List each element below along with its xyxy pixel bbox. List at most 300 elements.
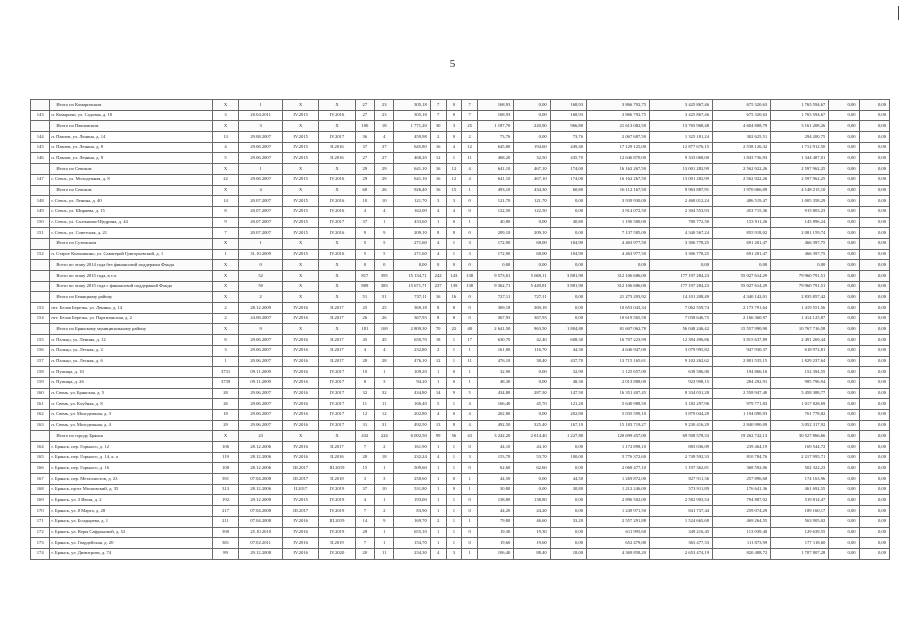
table-cell: 434,80 [478,388,514,399]
table-cell: 1 [375,463,394,474]
table-cell: 2 [430,345,446,356]
table-cell: IV.2016 [282,409,318,420]
table-cell: 45 [355,335,374,346]
table-cell: 138,80 [514,495,550,506]
table-cell: 1 [239,238,283,249]
table-cell: 476,10 [394,356,430,367]
table-cell: 89 [212,548,239,559]
table-cell: 44,30 [550,345,586,356]
table-cell: 486 519,47 [713,196,771,207]
table-cell: 209,10 [394,228,430,239]
table-cell: 174 163,96 [771,474,829,485]
table-cell: 0,00 [829,420,859,431]
table-cell: 104,90 [550,238,586,249]
table-cell: 435,70 [550,153,586,164]
row-number-cell: 174 [31,548,50,559]
table-cell: 68,00 [514,249,550,260]
table-cell: 116,70 [514,345,550,356]
table-cell: 302 625,51 [713,132,771,143]
table-cell: 1 [375,527,394,538]
table-cell: 25 [462,121,478,132]
table-cell: IV.2015 [282,153,318,164]
address-cell: г. Брянск, ул. Димитрова, д. 74 [50,548,212,559]
table-cell: 3 242,20 [478,431,514,442]
table-cell: 29.06.2007 [239,174,283,185]
page-number: 5 [449,58,456,70]
table-cell: 0,00 [829,452,859,463]
table-cell: 1 269 872,00 [587,474,650,485]
table-cell: IV.2019 [319,495,355,506]
table-cell: III.2017 [282,474,318,485]
table-cell: IV.2015 [282,249,318,260]
table-cell: IV.2017 [319,217,355,228]
table-cell: IV.2015 [282,196,318,207]
table-cell: IV.2016 [282,527,318,538]
table-cell: IV.2016 [282,516,318,527]
table-cell: 167,10 [550,420,586,431]
table-cell: 12 [355,409,374,420]
table-cell: 923 998,15 [650,377,713,388]
table-cell: 0,00 [859,548,889,559]
table-cell: 79 960 791,51 [771,281,829,292]
table-cell: 4 [355,206,374,217]
table-cell: 29 [212,420,239,431]
table-row [31,345,890,356]
table-cell: 0,00 [829,506,859,517]
table-cell: 122,50 [514,206,550,217]
table-cell: IV.2019 [319,527,355,538]
table-cell: 25 [355,303,374,314]
table-cell: 1 [446,153,462,164]
table-cell: 14 [430,388,446,399]
table-cell: X [319,281,355,292]
table-cell: 8 [430,303,446,314]
table-cell: 0,00 [829,399,859,410]
table-cell: 2 801 535,15 [713,356,771,367]
table-cell: X [212,260,239,271]
table-cell: 0 [430,260,446,271]
table-cell: 0,00 [859,335,889,346]
table-cell: 0,00 [859,153,889,164]
table-cell: 0,00 [650,260,713,271]
table-cell: 27 [355,110,374,121]
table-cell: 611 995,60 [587,527,650,538]
table-cell: 28 [355,527,374,538]
table-cell: 9 [212,217,239,228]
table-cell: 15 [446,185,462,196]
table-cell: 36 [355,132,374,143]
table-cell: 3 425 867,46 [650,110,713,121]
table-cell: 3 [239,121,283,132]
table-cell: 4 [462,420,478,431]
table-cell: 172,90 [478,238,514,249]
address-cell: г. Брянск, ул. Гвардейская, д. 20 [50,538,212,549]
table-cell: 0 [462,463,478,474]
table-cell: 0,00 [859,452,889,463]
table-cell: 1 [375,538,394,549]
table-cell: 19,60 [514,538,550,549]
table-cell: 23 [375,110,394,121]
table-cell: IV.2016 [319,110,355,121]
table-cell: 0,00 [859,260,889,271]
table-cell: 0,00 [514,132,550,143]
table-cell: 1 017 828,69 [771,399,829,410]
table-cell: 0 [462,228,478,239]
table-cell: 13 715 165,61 [587,356,650,367]
table-cell: IV.2016 [282,367,318,378]
table-cell: 14 101 208,49 [650,292,713,303]
table-cell: 145 896,24 [771,217,829,228]
row-number-cell: 151 [31,228,50,239]
table-cell: 18 [375,121,394,132]
table-cell: X [282,185,318,196]
table-cell: 0,00 [829,292,859,303]
table-cell: 28 [355,356,374,367]
table-cell: X [319,121,355,132]
table-cell: 83,90 [394,506,430,517]
table-cell: 07.04.2008 [239,474,283,485]
table-cell: 4 463 977,50 [587,238,650,249]
table-cell: 44,10 [514,442,550,453]
table-cell: IV.2019 [319,484,355,495]
table-row [31,313,890,324]
table-cell: 70 [430,324,446,335]
table-cell: 52 [239,271,283,282]
table-cell: 1 [446,516,462,527]
table-cell: II.2017 [319,313,355,324]
table-cell: 0 [462,292,478,303]
table-cell: 31 [355,420,374,431]
table-cell: 16 [430,164,446,175]
table-cell: 0,00 [859,271,889,282]
table-cell: 0,00 [859,377,889,388]
table-cell: 0,00 [859,388,889,399]
table-cell: II.2017 [319,303,355,314]
table-cell: 19,30 [478,527,514,538]
table-cell: 0 [446,409,462,420]
table-cell: 2 809,30 [394,324,430,335]
table-cell: 0,00 [829,409,859,420]
table-cell: 15 183 719,27 [587,420,650,431]
table-cell: 915 803,23 [771,206,829,217]
table-cell: 675 320,63 [713,110,771,121]
table-cell: 168,93 [478,100,514,111]
table-cell: 239 464,19 [713,442,771,453]
table-cell: 5 035 599,10 [587,409,650,420]
row-number-cell: 152 [31,249,50,260]
table-cell: 19 262 742,13 [713,431,771,442]
table-cell: 2 081 159,74 [771,228,829,239]
table-cell: 5 [375,238,394,249]
table-cell: 9 [375,228,394,239]
table-cell: 16 162 267,50 [587,164,650,175]
table-cell: 16 162 267,50 [587,174,650,185]
row-number-cell [31,281,50,292]
table-cell: 29 [375,164,394,175]
table-cell: 12 [375,409,394,420]
table-cell: 7 [430,110,446,121]
table-cell: X [319,100,355,111]
table-cell: 12 [430,356,446,367]
table-cell: 467,10 [514,164,550,175]
table-cell: 162,00 [394,206,430,217]
table-cell: 459,98 [394,132,430,143]
table-cell: 5 [462,388,478,399]
table-cell: X [282,271,318,282]
table-cell: 618 972,81 [771,345,829,356]
table-cell: 0,00 [859,132,889,143]
table-cell: 926,40 [394,185,430,196]
table-cell: 0,00 [859,313,889,324]
table-cell: 0 [462,303,478,314]
table-cell: 29.06.2007 [239,335,283,346]
table-cell: 0 [462,527,478,538]
table-cell: 0,00 [859,238,889,249]
table-cell: 28.12.2006 [239,442,283,453]
table-cell: 979 771,83 [713,399,771,410]
table-cell: 3 881,90 [550,281,586,292]
table-cell: 641,10 [478,164,514,175]
table-cell: 0,00 [829,324,859,335]
table-cell: 177 197 284,23 [650,281,713,292]
table-cell: X [282,281,318,292]
table-cell: 181 [355,324,374,335]
table-cell: 0,00 [859,164,889,175]
table-cell: 31.10.2009 [239,249,283,260]
table-cell: 0,00 [829,474,859,485]
table-cell: 3 079 995,82 [650,345,713,356]
row-number-cell: 146 [31,153,50,164]
table-cell: 30,80 [478,484,514,495]
table-cell: 2 217 995,71 [771,452,829,463]
table-cell: 44,50 [478,474,514,485]
table-cell: 16 112 167,50 [587,185,650,196]
table-row [31,548,890,559]
table-cell: 177 118,60 [771,538,829,549]
table-cell: 10 [375,484,394,495]
table-cell: 9 [446,388,462,399]
table-cell: 4 [375,206,394,217]
table-cell: 29.12.2008 [239,548,283,559]
table-cell: 5 [355,249,374,260]
address-cell: п. Старое Колышкино, ул. Саватерий Григорьевский, д. 1 [50,249,212,260]
table-cell: 0 [462,442,478,453]
table-cell: 2 582 903,54 [650,495,713,506]
table-cell: 0,00 [829,356,859,367]
table-cell: II.2019 [319,538,355,549]
table-cell: 4 463 977,50 [587,249,650,260]
table-cell: 172,90 [478,249,514,260]
table-cell: III.2019 [319,516,355,527]
table-cell: II.2017 [319,335,355,346]
table-cell: 55 027 614,29 [713,281,771,292]
table-cell: 2 068 477,10 [587,463,650,474]
table-cell: 22 [446,324,462,335]
table-cell: 44,20 [478,506,514,517]
table-cell: 28 [212,388,239,399]
address-cell: Итого по Комаричском [50,100,212,111]
table-cell: 9 333 068,00 [650,153,713,164]
table-cell: III.2019 [319,463,355,474]
table-cell: 0,00 [859,249,889,260]
table-cell: 1 [375,367,394,378]
table-cell: 0 [462,206,478,217]
table-cell: 37 [355,142,374,153]
table-cell: 1 [430,463,446,474]
table-cell: 100,00 [550,452,586,463]
table-cell: 29.06.2007 [239,409,283,420]
table-cell: 3 052 317,92 [771,420,829,431]
address-cell: г. Брянск, пер. Горького, д. 12 [50,442,212,453]
table-cell: 0,00 [829,313,859,324]
table-cell: 0,00 [859,100,889,111]
table-cell: 9 230 416,29 [650,420,713,431]
table-cell: X [319,271,355,282]
table-cell: 390 [212,527,239,538]
row-number-cell [31,324,50,335]
table-cell: 0,00 [859,174,889,185]
row-number-cell [31,100,50,111]
table-cell: 1 [430,484,446,495]
table-cell: 2 538 126,32 [713,142,771,153]
table-cell: 0,00 [550,292,586,303]
table-cell: 0,00 [859,495,889,506]
table-row [31,356,890,367]
table-cell: IV.2016 [282,313,318,324]
table-cell: 22 [212,174,239,185]
table-cell: 0,00 [829,484,859,495]
subtotal-row [31,100,890,111]
row-number-cell: 168 [31,484,50,495]
table-cell: 0,00 [829,121,859,132]
table-row [31,484,890,495]
table-cell: 232,80 [394,345,430,356]
table-cell: X [212,431,239,442]
table-row [31,399,890,410]
table-cell: 6 002,50 [394,431,430,442]
row-number-cell: 150 [31,217,50,228]
table-cell: 07.04.2008 [239,506,283,517]
table-cell: 79 960 791,51 [771,271,829,282]
table-cell: 8 [446,303,462,314]
row-number-cell: 145 [31,142,50,153]
table-cell: 0 [462,538,478,549]
table-cell: 232,24 [394,452,430,463]
table-cell: 16 [430,142,446,153]
table-cell: 817 [355,271,374,282]
table-cell: X [212,271,239,282]
table-cell: 2 597 962,25 [771,174,829,185]
table-cell: 0,00 [829,153,859,164]
table-cell: 13 001 282,99 [650,164,713,175]
table-cell: 0,00 [514,409,550,420]
table-cell: 20.04.2011 [239,110,283,121]
address-cell: Итого по Бежицкому району [50,292,212,303]
address-cell: п. Пальцо, ул. Ленина, д. 12 [50,335,212,346]
table-cell: 2 166 360,97 [713,313,771,324]
table-cell: 3 161 208,26 [771,121,829,132]
row-number-cell: 144 [31,132,50,143]
table-cell: 1 [446,452,462,463]
subtotal-row [31,271,890,282]
page-edge-mark [898,6,899,20]
table-cell: 11 [462,153,478,164]
table-cell: 0,00 [550,442,586,453]
table-cell: IV.2017 [319,132,355,143]
table-cell: 1 [430,377,446,388]
table-cell: 32,90 [550,367,586,378]
table-cell: 1 [430,527,446,538]
table-cell: 11 [355,399,374,410]
table-cell: 1 [462,474,478,485]
table-cell: 0,00 [859,356,889,367]
table-cell: 7 [462,100,478,111]
table-cell: 8 [212,206,239,217]
table-cell: 9 [239,324,283,335]
table-cell: 14 [212,196,239,207]
address-cell: пгт. Белая Березка, ул. Партизанская, д. 2 [50,313,212,324]
table-cell: 120 699 457,00 [587,431,650,442]
table-cell: 42,40 [514,335,550,346]
table-cell: 0,00 [859,484,889,495]
table-cell: 0,00 [859,442,889,453]
table-cell: 449,40 [550,142,586,153]
table-cell: 4 [239,185,283,196]
table-cell: X [212,164,239,175]
table-cell: IV.2015 [282,228,318,239]
table-cell: 1 [375,217,394,228]
table-cell: 367,93 [514,313,550,324]
table-cell: 1 419 551,56 [771,303,829,314]
table-cell: 509,60 [394,463,430,474]
table-cell: 0,00 [829,260,859,271]
table-cell: 3 [446,196,462,207]
table-cell: 0 [446,474,462,485]
table-cell: X [282,238,318,249]
table-cell: 0 [355,260,374,271]
table-cell: 1 249 971,50 [587,506,650,517]
table-cell: 7 062 559,74 [650,303,713,314]
table-row [31,217,890,228]
table-cell: 1 [430,442,446,453]
table-cell: 40,80 [478,217,514,228]
table-cell: 1 771,20 [394,121,430,132]
table-cell: 469 264,55 [713,516,771,527]
row-number-cell: 161 [31,399,50,410]
table-cell: 1 [462,185,478,196]
table-cell: 168,93 [478,110,514,121]
table-cell: 16 [430,174,446,185]
table-cell: 1 707 807,28 [771,548,829,559]
table-cell: 16 [430,185,446,196]
table-cell: X [319,185,355,196]
table-cell: 0,00 [859,185,889,196]
table-row [31,409,890,420]
table-cell: X [319,238,355,249]
table-cell: 0,00 [829,228,859,239]
table-cell: 294 200,75 [771,132,829,143]
row-number-cell: 158 [31,367,50,378]
address-cell: г. Брянск, ул. 8 Марта, д. 28 [50,506,212,517]
table-cell: 727,11 [478,292,514,303]
table-cell: 0 [446,100,462,111]
table-cell: 608,30 [550,335,586,346]
table-cell: 108 [212,463,239,474]
table-cell: 369,18 [394,303,430,314]
table-cell: 1 [446,527,462,538]
table-cell: 2 835 857,42 [771,292,829,303]
table-cell: X [319,324,355,335]
